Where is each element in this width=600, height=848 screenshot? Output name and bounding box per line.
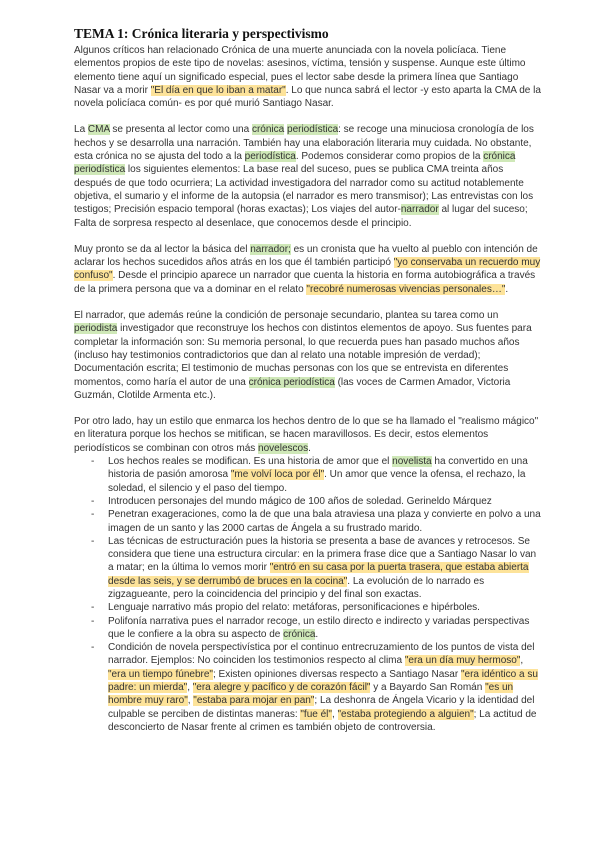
highlight-quote: "era un día muy hermoso" bbox=[404, 655, 521, 667]
text-run: : se recoge una minuciosa cronología de los hechos y se desarrolla una narración. También hay una elaboración literaria muy cuidada. No obstante, esta crónica no se ajusta del todo a la bbox=[74, 124, 534, 163]
text-run: Los hechos reales se modifican. Es una historia de amor que el bbox=[108, 456, 393, 468]
text-run: ; Existen opiniones diversas respecto a Santiago Nasar bbox=[212, 668, 461, 680]
list-item bbox=[74, 508, 542, 535]
highlight-green: periodística bbox=[244, 151, 296, 163]
highlight-quote: "yo conservaba un recuerdo muy confuso" bbox=[74, 257, 541, 282]
highlight-green: CMA bbox=[87, 124, 110, 136]
highlight-green: crónica bbox=[283, 628, 316, 640]
bullet-dash: - bbox=[91, 509, 95, 521]
text-run: Condición de novela perspectivística por el continuo entrecruzamiento de los puntos de vista del narrador. Ejemplos: No coinciden los testimonios respecto al clima bbox=[108, 642, 535, 667]
highlight-quote: "era idéntico a su padre: un mierda" bbox=[108, 668, 538, 694]
text-run: . bbox=[308, 442, 311, 454]
bullet-dash: - bbox=[91, 535, 95, 547]
highlight-green: novelista bbox=[392, 456, 432, 468]
highlight-quote: "era alegre y pacífico y de corazón fácil" bbox=[192, 682, 371, 694]
text-run: . La evolución de lo narrado es zigzagueante, pero la coincidencia del principio y del final son exactas. bbox=[108, 575, 485, 600]
text-run: , bbox=[331, 708, 338, 720]
text-run: ha convertido en una historia de pasión amorosa bbox=[108, 456, 528, 481]
highlight-quote: "es un hombre muy raro" bbox=[108, 682, 514, 707]
text-run: investigador que reconstruye los hechos con distintos elementos de apoyo. Sus fuentes para completar la información son: Su memoria personal, lo que recuerda pues han pasado muchos años (incluso hay testimonios contradictorios que dan al relato una notable impresión de verdad); Documentación escrita; El testimonio de muchas personas con los que se entrevista en diferentes momentos, como haría el autor de una bbox=[74, 323, 532, 388]
highlight-green: crónica periodística bbox=[74, 151, 516, 176]
paragraph-intro bbox=[74, 44, 542, 110]
highlight-green: periodística bbox=[287, 124, 339, 136]
text-run: y a Bayardo San Román bbox=[370, 682, 486, 694]
text-run: Introducen personajes del mundo mágico de 100 años de soledad. Gerineldo Márquez bbox=[108, 495, 492, 507]
text-run: . bbox=[315, 628, 319, 640]
paragraph-realismo-magico bbox=[74, 415, 542, 455]
text-run: (las voces de Carmen Amador, Victoria Guzmán, Clotilde Armenta etc.). bbox=[74, 376, 511, 401]
text-run: Penetran exageraciones, como la de que una bala atraviesa una plaza y convierte en polvo a una imagen de un santo y las 2000 cartas de Ángela a su frustrado marido. bbox=[108, 509, 541, 534]
highlight-green: crónica bbox=[251, 124, 285, 136]
highlight-quote: "era un tiempo fúnebre" bbox=[108, 668, 213, 680]
bullet-dash: - bbox=[91, 602, 95, 614]
text-run: ; La actitud de desconcierto de Nasar frente al crimen es también objeto de controversia. bbox=[108, 708, 537, 733]
highlight-quote: "fue él" bbox=[300, 708, 332, 720]
highlight-green: narrador bbox=[400, 204, 439, 216]
text-run: Muy pronto se da al lector la básica del bbox=[74, 243, 251, 255]
highlight-quote: "me volví loca por él" bbox=[230, 469, 325, 481]
list-item bbox=[74, 641, 542, 734]
bullet-list bbox=[74, 455, 542, 734]
text-run: Polifonía narrativa pues el narrador recoge, un estilo directo e indirecto y variadas perspectivas que le confiere a la obra su aspecto de bbox=[108, 615, 530, 640]
text-run: Por otro lado, hay un estilo que enmarca los hechos dentro de lo que se ha llamado el "realismo mágico" en literatura porque los hechos se mitifican, se hacen maravillosos. Es decir, estos elementos periodísticos se combinan con otros más bbox=[74, 416, 539, 454]
highlight-quote: "estaba para mojar en pan" bbox=[193, 695, 315, 707]
list-item bbox=[74, 601, 542, 614]
paragraph-gap bbox=[74, 110, 542, 123]
text-run: , bbox=[187, 695, 194, 707]
text-run: , bbox=[187, 682, 193, 694]
highlight-quote: "El día en que lo iban a matar" bbox=[150, 84, 286, 96]
text-run: al lugar del suceso; Falta de sorpresa respecto al desenlace, que conocemos desde el principio. bbox=[74, 204, 528, 229]
text-run: La bbox=[74, 124, 88, 136]
bullet-dash: - bbox=[91, 456, 95, 468]
highlight-green: novelescos bbox=[258, 442, 309, 454]
bullet-dash: - bbox=[91, 642, 95, 654]
text-run: . bbox=[505, 283, 509, 295]
text-run: . Podemos considerar como propios de la bbox=[295, 151, 484, 163]
paragraph-cronica bbox=[74, 123, 542, 229]
paragraph-narrador bbox=[74, 243, 542, 296]
list-item bbox=[74, 615, 542, 642]
text-run: Lenguaje narrativo más propio del relato: metáforas, personificaciones e hipérboles. bbox=[108, 602, 480, 614]
list-item bbox=[74, 535, 542, 601]
text-run: los siguientes elementos: La base real del suceso, pues se publica CMA treinta años después de que todo ocurriera; La actividad investigadora del narrador como su actitud notablemente objetiva, el sumario y el informe de la autopsia (el narrador es mero transmisor); Las entrevistas con los testigos; Precisión espacio temporal (horas exactas); Los viajes del autor- bbox=[74, 164, 534, 216]
text-run: es un cronista que ha vuelto al pueblo con intención de aclarar los hechos sucedidos años atrás en los que él también participó bbox=[74, 243, 538, 269]
highlight-quote: "estaba protegiendo a alguien" bbox=[337, 708, 474, 720]
text-run: se presenta al lector como una bbox=[109, 124, 252, 136]
text-run: . Desde el principio aparece un narrador que cuenta la historia en forma autobiográfica a través de la primera persona que va a dominar en el relato bbox=[74, 270, 536, 295]
text-run: Algunos críticos han relacionado Crónica de una muerte anunciada con la novela policíaca. Tiene elementos propios de este tipo de novelas: asesinos, víctima, tensión y suspense. Aunque este último elemento tiene aquí un significado especial, pues el lector sabe desde la primera línea que Santiago Nasar va a morir bbox=[74, 45, 526, 96]
list-item bbox=[74, 495, 542, 508]
paragraph-gap bbox=[74, 230, 542, 243]
document-title: TEMA 1: Crónica literaria y perspectivismo bbox=[74, 26, 329, 41]
highlight-quote: "recobré numerosas vivencias personales…" bbox=[306, 283, 506, 295]
highlight-quote: "entró en su casa por la puerta trasera, que estaba abierta desde las seis, y se derrumbó de bruces en la cocina" bbox=[108, 562, 529, 587]
bullet-dash: - bbox=[91, 615, 95, 627]
paragraph-gap bbox=[74, 402, 542, 415]
text-run: . Lo que nunca sabrá el lector -y esto aparta la CMA de la novela policíaca común- es por qué murió Santiago Nasar. bbox=[74, 84, 541, 110]
paragraph-gap bbox=[74, 296, 542, 309]
text-run: . Un amor que vence la ofensa, el rechazo, la soledad, el silencio y el paso del tiempo. bbox=[108, 469, 526, 494]
text-run: ; La deshonra de Ángela Vicario y la identidad del culpable se perciben de distintas maneras: bbox=[108, 695, 535, 720]
paragraph-fuentes bbox=[74, 309, 542, 402]
text-run: , bbox=[520, 655, 524, 667]
text-run: El narrador, que además reúne la condición de personaje secundario, plantea su tarea como un bbox=[74, 310, 499, 322]
bullet-dash: - bbox=[91, 495, 95, 507]
list-item bbox=[74, 455, 542, 495]
highlight-green: crónica periodística bbox=[248, 376, 335, 388]
text-run: Las técnicas de estructuración pues la historia se presenta a base de avances y retrocesos. Se considera que tiene una estructura circular: en la primera frase dice que a Santiago Nasar lo van a matar; en la última lo vemos morir bbox=[108, 535, 537, 574]
highlight-green: periodista bbox=[74, 323, 118, 335]
highlight-green: narrador; bbox=[250, 243, 291, 255]
